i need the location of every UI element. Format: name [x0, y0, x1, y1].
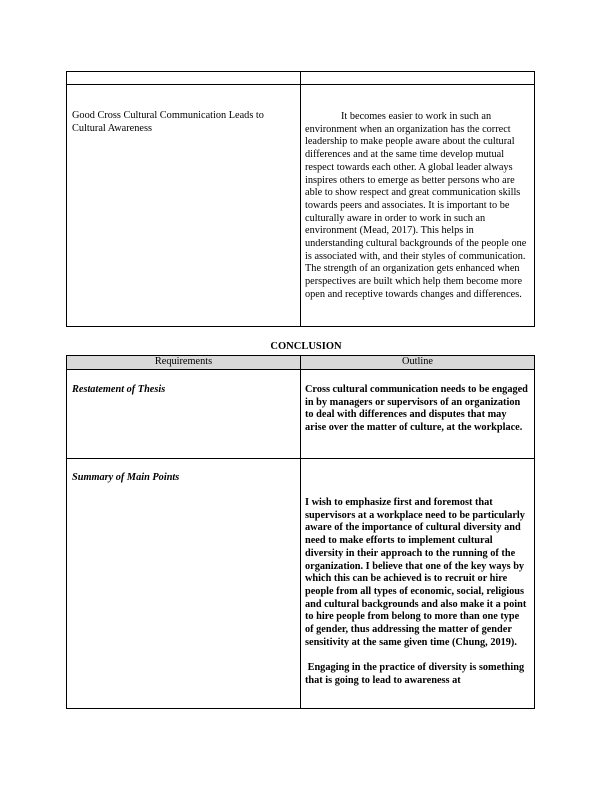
- table-row-empty: [67, 72, 535, 85]
- table-row: [67, 370, 535, 459]
- outline-cell: [301, 370, 535, 459]
- table-cell-body: [301, 85, 535, 327]
- requirement-cell: [67, 459, 301, 709]
- conclusion-table: [66, 355, 535, 709]
- empty-cell-left: [67, 72, 301, 85]
- table-row: [67, 459, 535, 709]
- empty-cell-right: [301, 72, 535, 85]
- outline-cell: [301, 459, 535, 709]
- topic-text: Good Cross Cultural Communication Leads to Cultural Awareness: [72, 110, 264, 134]
- outline-text: [301, 459, 534, 688]
- requirement-label: Summary of Main Points: [72, 472, 180, 483]
- table-header-row: [67, 356, 535, 370]
- table-top: [66, 71, 535, 327]
- table-row: [67, 85, 535, 327]
- column-header-requirements: Requirements: [67, 356, 301, 370]
- outline-paragraph-2: Engaging in the practice of diversity is something that is going to lead to awareness at: [305, 662, 527, 686]
- paragraph-gap: [305, 649, 529, 662]
- requirement-cell: [67, 370, 301, 459]
- requirement-label: Restatement of Thesis: [72, 384, 166, 395]
- table-cell-topic: [67, 85, 301, 327]
- body-paragraph: It becomes easier to work in such an environment when an organization has the correct leadership to make people aware about the cultural differences and at the same time develop mutual respect towards each other. A global leader always inspires others to emerge as better persons who are able to show respect and great communication skills towards peers and associates. It is important to be culturally aware in order to work in such an environment (Mead, 2017). This helps in understanding cultural backgrounds of the people one is associated with, and their styles of communication. The strength of an organization gets enhanced when perspectives are built which help them become more open and receptive towards changes and differences.: [305, 111, 527, 300]
- column-header-outline: Outline: [301, 356, 535, 370]
- outline-paragraph-1: I wish to emphasize first and foremost that supervisors at a workplace need to be particularly aware of the importance of cultural diversity and need to make efforts to implement cultural diversity in their approach to the running of the organization. I believe that one of the key ways by which this can be achieved is to recruit or hire people from all types of economic, social, religious and cultural backgrounds and also make it a point to hire people from belong to more than one type of gender, thus addressing the matter of gender sensitivity at the same given time (Chung, 2019).: [305, 497, 527, 648]
- conclusion-heading: CONCLUSION: [270, 341, 342, 352]
- outline-text: Cross cultural communication needs to be engaged in by managers or supervisors of an organization to deal with differences and disputes that may arise over the matter of culture, at the workplace.: [305, 384, 528, 434]
